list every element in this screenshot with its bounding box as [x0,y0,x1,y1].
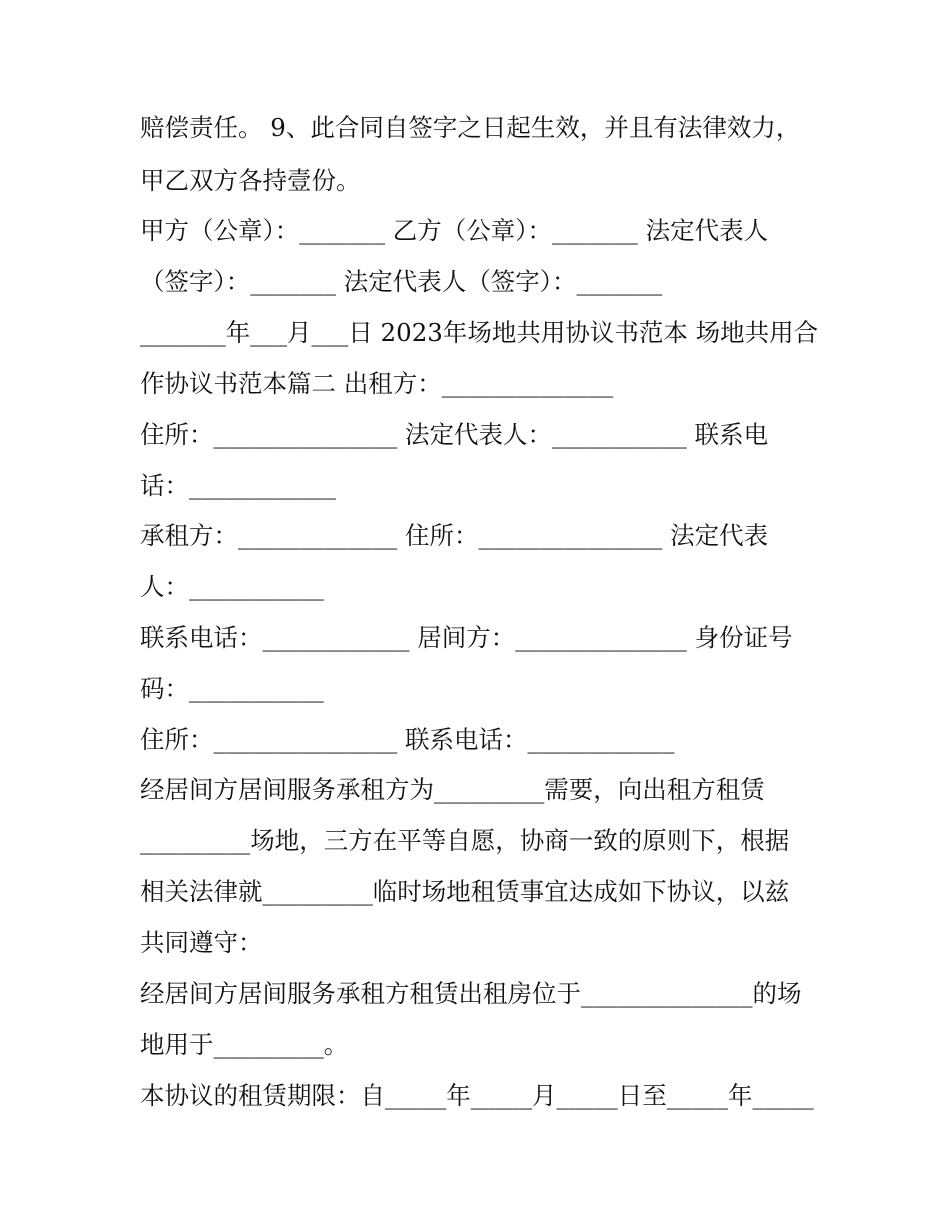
text-line: 码：___________ [140,674,324,703]
text-line: （签字）：_______ 法定代表人（签字）：_______ [140,267,663,296]
text-line: 地用于_________。 [140,1030,349,1059]
text-line: _______年___月___日 2023年场地共用协议书范本 场地共用合 [140,318,819,347]
text-line: 承租方：_____________ 住所：_______________ 法定代表 [140,521,769,550]
text-line: 甲方（公章）：_______ 乙方（公章）：_______ 法定代表人 [140,216,769,245]
text-line: 话：____________ [140,471,336,500]
text-line: 作协议书范本篇二 出租方：______________ [140,369,614,398]
text-line: 住所：_______________ 法定代表人：___________ 联系电 [140,420,769,449]
text-line: _________场地，三方在平等自愿，协商一致的原则下，根据 [140,826,790,855]
text-line: 经居间方居间服务承租方为_________需要，向出租方租赁 [140,775,765,804]
text-line: 甲乙双方各持壹份。 [140,166,361,195]
text-line: 本协议的租赁期限：自_____年_____月_____日至_____年_____ [140,1081,814,1110]
text-line: 人：___________ [140,572,324,601]
text-line: 住所：_______________ 联系电话：____________ [140,725,675,754]
text-line: 共同遵守： [140,928,263,957]
text-line: 经居间方居间服务承租方租赁出租房位于______________的场 [140,979,802,1008]
text-line: 联系电话：____________ 居间方：______________ 身份证号 [140,623,793,652]
text-line: 赔偿责任。 9、此合同自签字之日起生效，并且有法律效力， [140,113,801,142]
text-line: 相关法律就_________临时场地租赁事宜达成如下协议，以兹 [140,877,790,906]
